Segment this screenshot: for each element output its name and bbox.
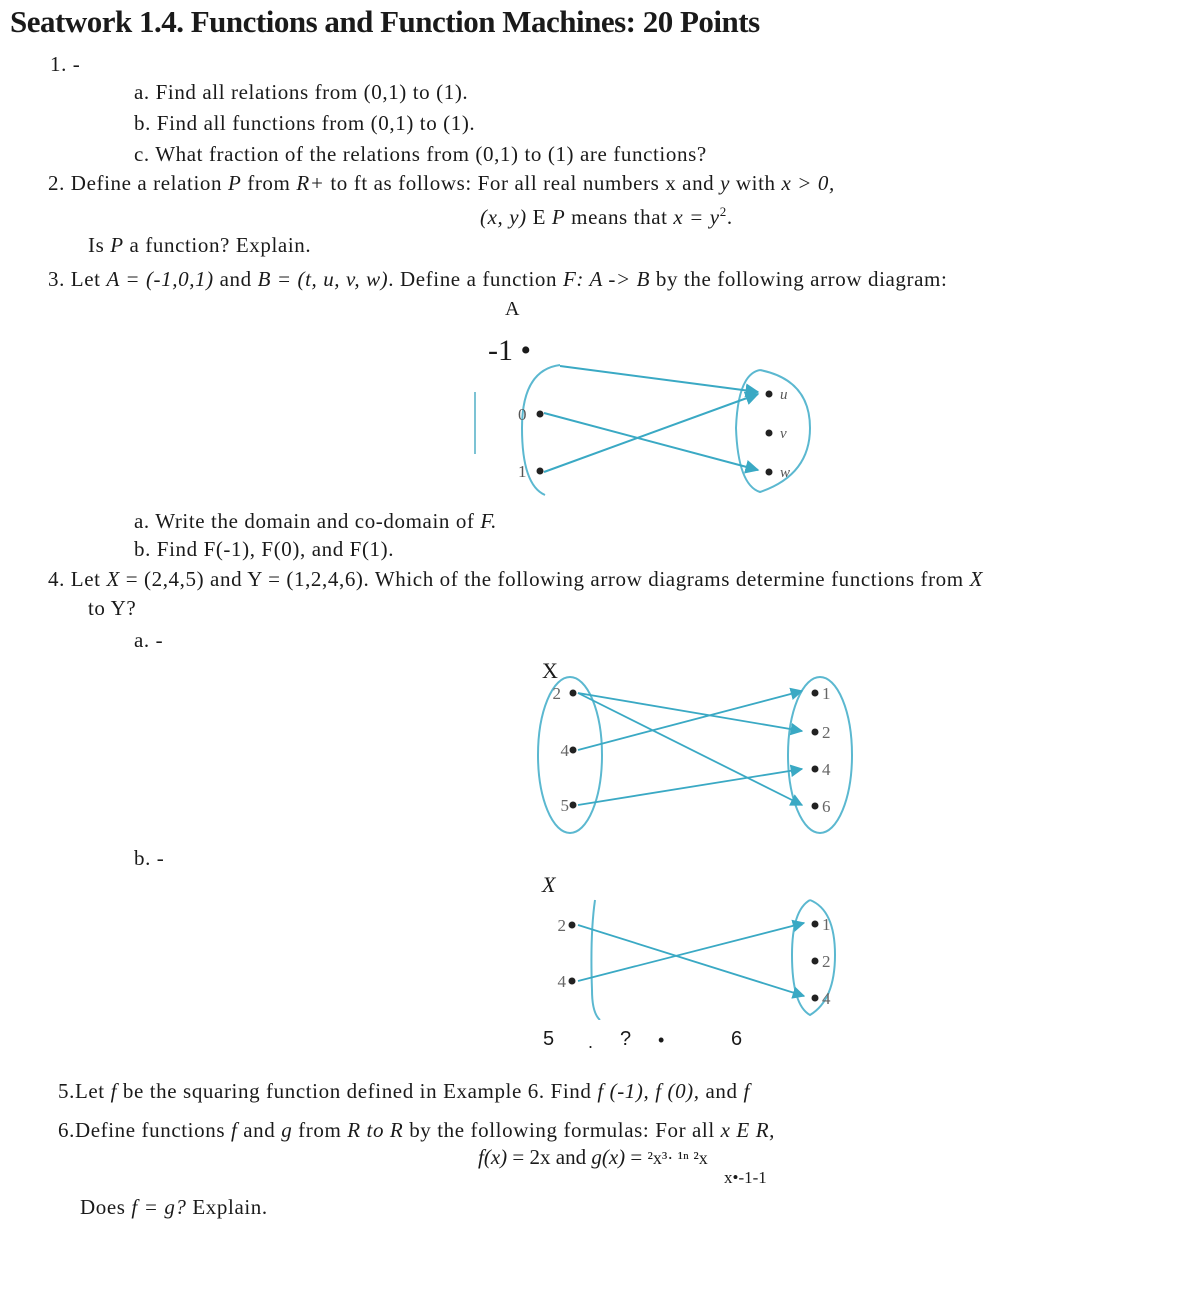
- q3-dot-v: [766, 430, 773, 437]
- q2-question: Is P a function? Explain.: [88, 233, 312, 257]
- q3-codomain-ellipse: [736, 370, 810, 492]
- q4a-domain-5: 5: [560, 796, 569, 815]
- q4b-dot-2b: [812, 958, 819, 965]
- q4a-arrow-2-2: [578, 693, 802, 731]
- q4b-domain-4: 4: [557, 972, 566, 991]
- q1-part-c: c. What fraction of the relations from (0,1) to (1) are functions?: [134, 142, 707, 166]
- q4a-codomain-ellipse: [788, 677, 852, 833]
- page-title: Seatwork 1.4. Functions and Function Machines: 20 Points: [10, 4, 760, 39]
- q2-statement: 2. Define a relation P from R+ to ft as follows: For all real numbers x and y with x > 0,: [48, 171, 835, 195]
- q4a-dot-5: [570, 802, 577, 809]
- q4b-bottom-6: 6: [731, 1028, 743, 1050]
- q4b-bottom-question: ?: [620, 1028, 632, 1050]
- q4a-arrow-2-6: [578, 693, 802, 805]
- q4a-dot-1: [812, 690, 819, 697]
- q4b-dot-4: [569, 978, 576, 985]
- q4b-domain-arc: [591, 900, 600, 1020]
- q4b-dot-1: [812, 921, 819, 928]
- q6-statement: 6.Define functions f and g from R to R by the following formulas: For all x E R,: [58, 1118, 775, 1142]
- q4a-set-label: X: [542, 658, 558, 683]
- q3-codomain-w: w: [780, 465, 791, 481]
- q4a-arrow-diagram: [530, 675, 870, 840]
- q6-question: Does f = g? Explain.: [80, 1195, 268, 1219]
- q4a-dot-2b: [812, 729, 819, 736]
- q4-statement: 4. Let X = (2,4,5) and Y = (1,2,4,6). Which of the following arrow diagrams determine functions from X: [48, 567, 983, 591]
- q4b-codomain-1: 1: [822, 915, 831, 934]
- q3-codomain-v: v: [780, 426, 787, 442]
- q4b-codomain-2: 2: [822, 952, 831, 971]
- q4b-bottom-bullet: •: [658, 1030, 665, 1050]
- q4a-codomain-2: 2: [822, 723, 831, 742]
- q4a-dot-4: [570, 747, 577, 754]
- q3-dot-1: [537, 468, 544, 475]
- q4-part-b-label: b. -: [134, 846, 165, 870]
- q3-dot-w: [766, 469, 773, 476]
- q4a-arrow-5-4: [578, 769, 802, 805]
- q3-part-a: a. Write the domain and co-domain of F.: [134, 509, 497, 533]
- q4b-codomain-4: 4: [822, 989, 831, 1008]
- q4a-domain-4: 4: [560, 741, 569, 760]
- q3-domain-ellipse: [522, 365, 560, 495]
- q4a-arrow-4-1: [578, 691, 802, 750]
- q4b-bottom-dot: .: [588, 1032, 594, 1052]
- q3-statement: 3. Let A = (-1,0,1) and B = (t, u, v, w). Define a function F: A -> B by the following arrow diagram:: [48, 267, 948, 291]
- q4b-bottom-5: 5: [543, 1028, 555, 1050]
- q4a-dot-2: [570, 690, 577, 697]
- q4b-domain-2: 2: [557, 916, 566, 935]
- q3-set-a-label: A: [505, 298, 521, 320]
- q4a-codomain-4: 4: [822, 760, 831, 779]
- q3-arrow-minus1-u: [560, 366, 758, 392]
- q1-number: 1. -: [50, 52, 81, 76]
- q3-codomain-u: u: [780, 387, 788, 403]
- q3-part-b: b. Find F(-1), F(0), and F(1).: [134, 537, 395, 561]
- q1-part-b: b. Find all functions from (0,1) to (1).: [134, 111, 476, 135]
- q4a-dot-4b: [812, 766, 819, 773]
- q4a-domain-2: 2: [552, 684, 561, 703]
- q4a-dot-6: [812, 803, 819, 810]
- q4b-arrow-4-1: [578, 923, 804, 981]
- q5-statement: 5.Let f be the squaring function defined in Example 6. Find f (-1), f (0), and f: [58, 1079, 750, 1103]
- q4b-dot-4b: [812, 995, 819, 1002]
- q3-dot-0: [537, 411, 544, 418]
- q2-formula: (x, y) E P means that $x = y^2$.: [480, 204, 733, 229]
- q3-arrow-0-w: [544, 413, 758, 470]
- q3-arrow-1-u: [544, 394, 758, 472]
- q1-part-a: a. Find all relations from (0,1) to (1).: [134, 80, 469, 104]
- q4b-dot-2: [569, 922, 576, 929]
- q4-part-a-label: a. -: [134, 628, 164, 652]
- q3-dot-u: [766, 391, 773, 398]
- q4b-arrow-diagram: [530, 895, 870, 1020]
- q4b-set-label: X: [542, 872, 556, 897]
- q6-formulas: f(x) = 2x and g(x) = ²x³· ¹ⁿ ²x: [478, 1145, 708, 1169]
- q3-domain-0: 0: [518, 405, 527, 424]
- q4a-codomain-1: 1: [822, 684, 831, 703]
- q4-statement-cont: to Y?: [88, 596, 137, 620]
- q3-minus-one-label: -1 •: [488, 334, 531, 367]
- q3-domain-1: 1: [518, 462, 527, 481]
- q3-arrow-diagram: [460, 360, 840, 500]
- q6-g-denominator: x•-1-1: [724, 1168, 767, 1187]
- q4a-codomain-6: 6: [822, 797, 831, 816]
- q4b-arrow-2-4: [578, 925, 804, 996]
